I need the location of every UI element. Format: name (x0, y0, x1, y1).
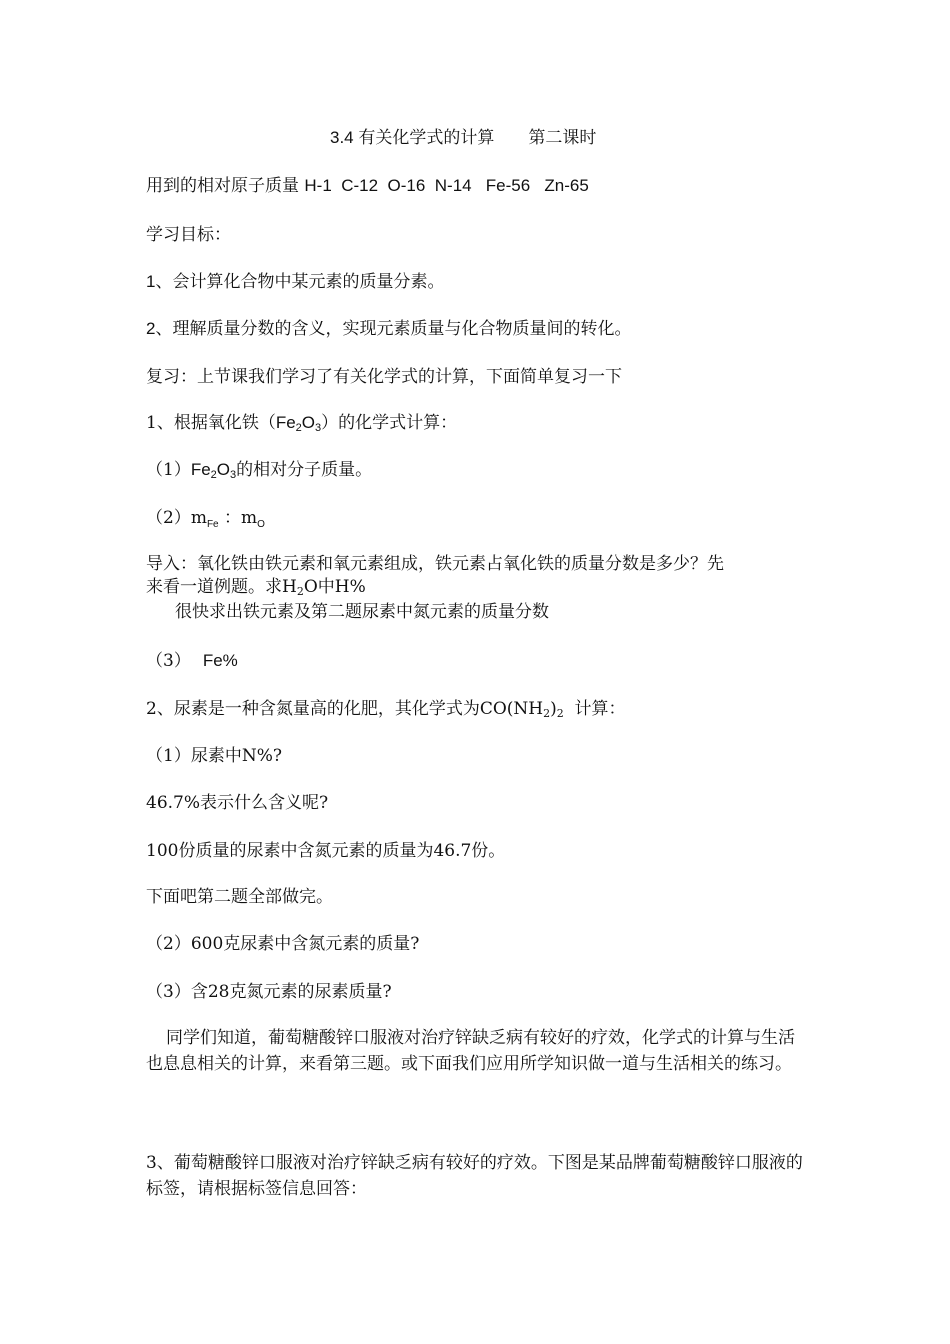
atomic-masses-label: 用到的相对原子质量 (146, 176, 299, 195)
objective-item-2: 2、理解质量分数的含义，实现元素质量与化合物质量间的转化。 (146, 319, 632, 338)
objective-item-1: 1、会计算化合物中某元素的质量分素。 (146, 272, 445, 291)
q1-part-2: $(2)m_{Fe}$ ：$m_O$ (146, 508, 265, 530)
atomic-masses-values: H-1 C-12 O-16 N-14 Fe-56 Zn-65 (304, 176, 589, 195)
transition-paragraph: 同学们知道，葡萄糖酸锌口服液对治疗锌缺乏病有较好的疗效，化学式的计算与生活也息息相关的计算，来看第三题。或下面我们应用所学知识做一道与生活相关的练习。 (146, 1028, 795, 1074)
q1-part-3: （3） Fe% (146, 651, 238, 671)
review-question-1 (146, 412, 457, 434)
q2-finish-note: 下面吧第二题全部做完。 (146, 887, 333, 907)
objectives-heading: 学习目标： (146, 225, 231, 244)
title-sub: 第二课时 (528, 128, 597, 148)
q1-prefix: 1、根据氧化铁（ (146, 413, 276, 433)
question-3: 3、葡萄糖酸锌口服液对治疗锌缺乏病有较好的疗效。下图是某品牌葡萄糖酸锌口服液的标签，请根据标签信息回答： (146, 1153, 803, 1199)
review-intro: 复习：上节课我们学习了有关化学式的计算，下面简单复习一下 (146, 367, 622, 387)
q1-part-1: $(1)Fe_2O_3$的相对分子质量。 (146, 460, 373, 481)
page-title (330, 127, 596, 149)
lead-in-line-2: 来看一道例题。求$H_2O$中H% (146, 577, 366, 598)
question-2-intro: 2、尿素是一种含氮量高的化肥，其化学式为$CO(NH_2)_2$ 计算： (146, 699, 626, 720)
q1-suffix: ）的化学式计算： (321, 413, 458, 433)
lead-in-line-3: 很快求出铁元素及第二题尿素中氮元素的质量分数 (175, 602, 549, 622)
q2-meaning-question: 46.7%表示什么含义呢? (146, 793, 329, 813)
q2-part-1: （1）尿素中N%? (146, 746, 282, 766)
atomic-masses-line (146, 175, 589, 197)
q2-meaning-answer: 100份质量的尿素中含氮元素的质量为46.7份。 (146, 841, 506, 861)
q2-part-2: （2）600克尿素中含氮元素的质量? (146, 934, 420, 954)
lead-in-line-1: 导入：氧化铁由铁元素和氧元素组成，铁元素占氧化铁的质量分数是多少？先 (146, 554, 724, 574)
q1-formula: $Fe_2O_3$ (275, 413, 322, 434)
q2-part-3: （3）含28克氮元素的尿素质量? (146, 982, 392, 1002)
title-main: 3.4 有关化学式的计算 (330, 128, 495, 147)
